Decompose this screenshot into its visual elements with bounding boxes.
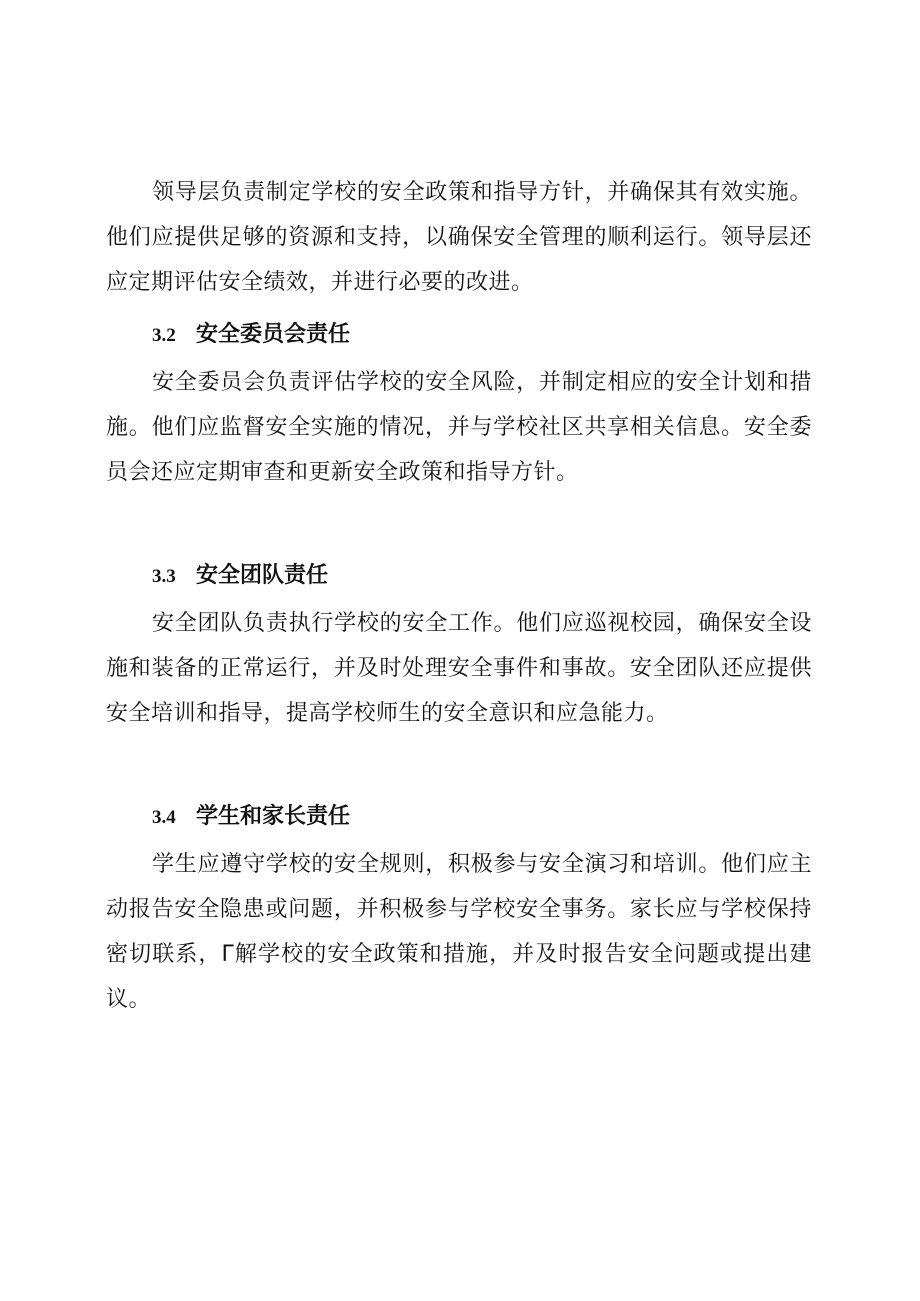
section-title: 安全委员会责任 [196,322,351,347]
section-title: 安全团队责任 [196,563,329,588]
students-parents-paragraph: 学生应遵守学校的安全规则，积极参与安全演习和培训。他们应主动报告安全隐患或问题，并积极参与学校安全事务。家长应与学校保持密切联系，Γ解学校的安全政策和措施，并及时报告安全问题或提出建议。 [106,852,812,1012]
section-heading-3-2 [152,320,350,351]
section-number: 3.3 [152,566,176,587]
section-heading-3-3 [152,561,328,592]
section-heading-3-4 [152,802,350,833]
section-title: 学生和家长责任 [196,804,351,829]
committee-paragraph: 安全委员会负责评估学校的安全风险，并制定相应的安全计划和措施。他们应监督安全实施的情况，并与学校社区共享相关信息。安全委员会还应定期审查和更新安全政策和指导方针。 [106,370,812,485]
leadership-paragraph: 领导层负责制定学校的安全政策和指导方针，并确保其有效实施。他们应提供足够的资源和支持，以确保安全管理的顺利运行。领导层还应定期评估安全绩效，并进行必要的改进。 [106,180,812,295]
section-number: 3.4 [152,807,176,828]
team-paragraph: 安全团队负责执行学校的安全工作。他们应巡视校园，确保安全设施和装备的正常运行，并及时处理安全事件和事故。安全团队还应提供安全培训和指导，提高学校师生的安全意识和应急能力。 [106,611,812,726]
section-number: 3.2 [152,325,176,346]
